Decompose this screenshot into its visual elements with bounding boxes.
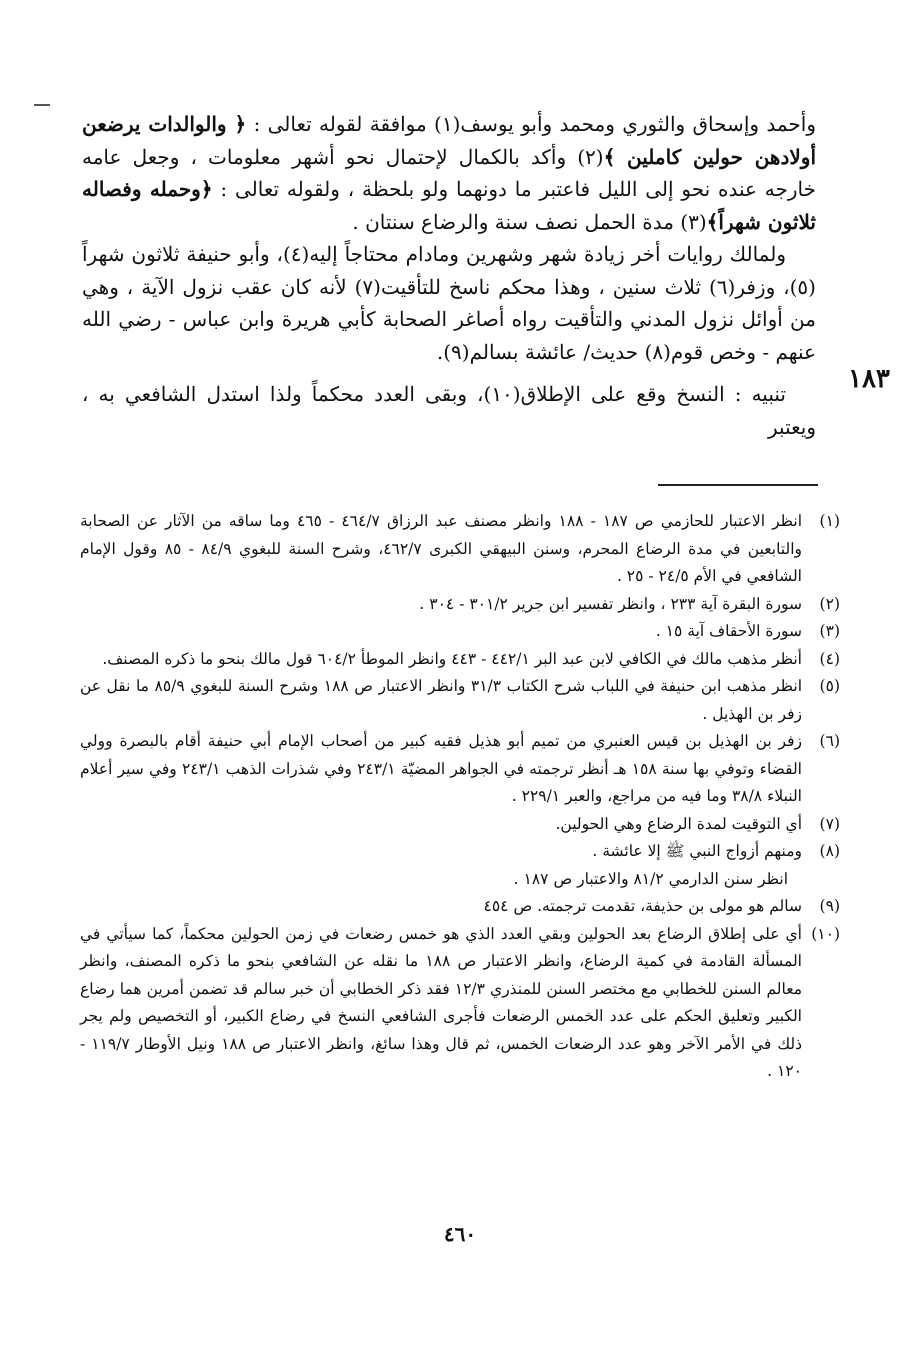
manuscript-folio-number: ١٨٣ [848, 364, 890, 394]
footnote-4 [80, 646, 840, 674]
footnote-10 [80, 921, 840, 1086]
paragraph-2: ولمالك روايات أخر زيادة شهر وشهرين ومادام محتاجاً إليه(٤)، وأبو حنيفة ثلاثون شهراً (٥)، وزفر(٦) ثلاث سنين ، وهذا محكم ناسخ للتأقيت(٧) لأنه كان عقب نزول الآية ، وهي من أوائل نزول المدني والتأقيت رواه أصاغر الصحابة كأبي هريرة وابن عباس - رضي الله عنهم - وخص قوم(٨) حديث/ عائشة بسالم(٩). [82, 242, 816, 364]
quran-verse-2: ﴿وحمله وفصاله ثلاثون شهراً﴾ [82, 177, 816, 234]
paragraph-1 [82, 108, 816, 238]
footnotes-section [80, 508, 840, 1086]
footnote-text: ومنهم أزواج النبي ﷺ إلا عائشة . [592, 842, 802, 860]
footnote-number: (٨) [819, 842, 840, 860]
quran-verse-1: ﴿ والوالدات يرضعن أولادهن حولين كاملين ﴾ [82, 112, 816, 169]
footnote-text: أي على إطلاق الرضاع بعد الحولين وبقي العدد الذي هو خمس رضعات في زمن الحولين محكماً، كما سيأتي في المسألة القادمة في كمية الرضاع، وانظر الاعتبار ص ١٨٨ ما نقله عن الشافعي بنحو ما ذكره المصنف، وانظر معالم السنن للخطابي مع مختصر السنن للمنذري ١٢/٣ فقد ذكر الخطابي أن خبر سالم قد تضمن أمرين هما رضاع الكبير وتعليق الحكم على عدد الخمس الرضعات فأجرى الشافعي النسخ في رضاع الكبير، أو التخصيص ولم يجر ذلك في الأمر الآخر وهو عدد الرضعات الخمس، ثم قال وهذا سائغ، وانظر الاعتبار ص ١٨٨ ونيل الأوطار ١١٩/٧ - ١٢٠ . [80, 924, 803, 1080]
footnote-text: انظر الاعتبار للحازمي ص ١٨٧ - ١٨٨ وانظر مصنف عبد الرزاق ٤٦٤/٧ - ٤٦٥ وما ساقه من الآثار عن الصحابة والتابعين في مدة الرضاع المحرم، وسنن البيهقي الكبرى ٤٦٢/٧، وشرح السنة للبغوي ٨٤/٩ - ٨٥ وقول الإمام الشافعي في الأم ٢٤/٥ - ٢٥ . [80, 512, 802, 585]
footnote-text: سورة البقرة آية ٢٣٣ ، وانظر تفسير ابن جرير ٣٠١/٢ - ٣٠٤ . [419, 594, 802, 613]
footnote-text: انظر مذهب ابن حنيفة في اللباب شرح الكتاب ٣١/٣ وانظر الاعتبار ص ١٨٨ وشرح السنة للبغوي ٨٥/٩ ما نقل عن زفر بن الهذيل . [80, 677, 803, 723]
footnote-6 [80, 728, 840, 811]
footnote-9 [80, 893, 840, 921]
paragraph-1-end: (٣) مدة الحمل نصف سنة والرضاع سنتان . [352, 209, 707, 234]
margin-tick-mark [34, 104, 50, 106]
page-number: ٤٦٠ [443, 1222, 477, 1246]
footnote-number: (٥) [819, 677, 840, 695]
footnote-number: (٤) [819, 649, 840, 668]
footnote-separator [658, 484, 818, 486]
main-body-text [82, 108, 816, 443]
footnote-7 [80, 811, 840, 839]
footnote-number: (٧) [819, 814, 840, 833]
footnote-number: (٣) [819, 622, 840, 640]
paragraph-1-middle: (٢) وأكد بالكمال لإحتمال نحو أشهر معلومات ، وجعل عامه خارجه عنده نحو إلى الليل فاعتبر ما دونهما ولو بلحظة ، ولقوله تعالى : [82, 144, 816, 201]
footnote-number: (٢) [819, 594, 840, 613]
footnote-text: سالم هو مولى بن حذيفة، تقدمت ترجمته. ص ٤٥٤ [483, 897, 802, 915]
paragraph-1-intro: وأحمد وإسحاق والثوري ومحمد وأبو يوسف(١) موافقة لقوله تعالى : [246, 112, 816, 136]
footnote-text: زفر بن الهذيل بن قيس العنبري من تميم أبو هذيل فقيه كبير من أصحاب الإمام أبي حنيفة أقام بالبصرة وولي القضاء وتوفي بها سنة ١٥٨ هـ أنظر ترجمته في الجواهر المضيّة ٢٤٣/١ وفي شذرات الذهب ٢٤٣/١ وفي سير أعلام النبلاء ٣٨/٨ وما فيه من مراجع، والعبر ٢٢٩/١ . [80, 732, 802, 805]
footnote-text: سورة الأحقاف آية ١٥ . [655, 622, 802, 640]
footnote-text: أي التوقيت لمدة الرضاع وهي الحولين. [555, 814, 802, 833]
footnote-number: (٦) [819, 732, 840, 750]
footnote-1 [80, 508, 840, 591]
footnote-text: أنظر مذهب مالك في الكافي لابن عبد البر ٤٤٢/١ - ٤٤٣ وانظر الموطأ ٦٠٤/٢ قول مالك بنحو ما ذكره المصنف. [102, 649, 802, 668]
footnote-number: (١٠) [811, 924, 840, 943]
footnote-number: (١) [819, 512, 840, 530]
footnote-number: (٩) [819, 897, 840, 915]
footnote-subline: انظر سنن الدارمي ٨١/٢ والاعتبار ص ١٨٧ . [513, 869, 788, 888]
footnote-5 [80, 673, 840, 728]
footnote-3 [80, 618, 840, 646]
paragraph-3-note: تنبيه : النسخ وقع على الإطلاق(١٠)، وبقى العدد محكماً ولذا استدل الشافعي به ، ويعتبر [82, 382, 816, 439]
footnote-2 [80, 591, 840, 619]
footnote-8 [80, 838, 840, 893]
